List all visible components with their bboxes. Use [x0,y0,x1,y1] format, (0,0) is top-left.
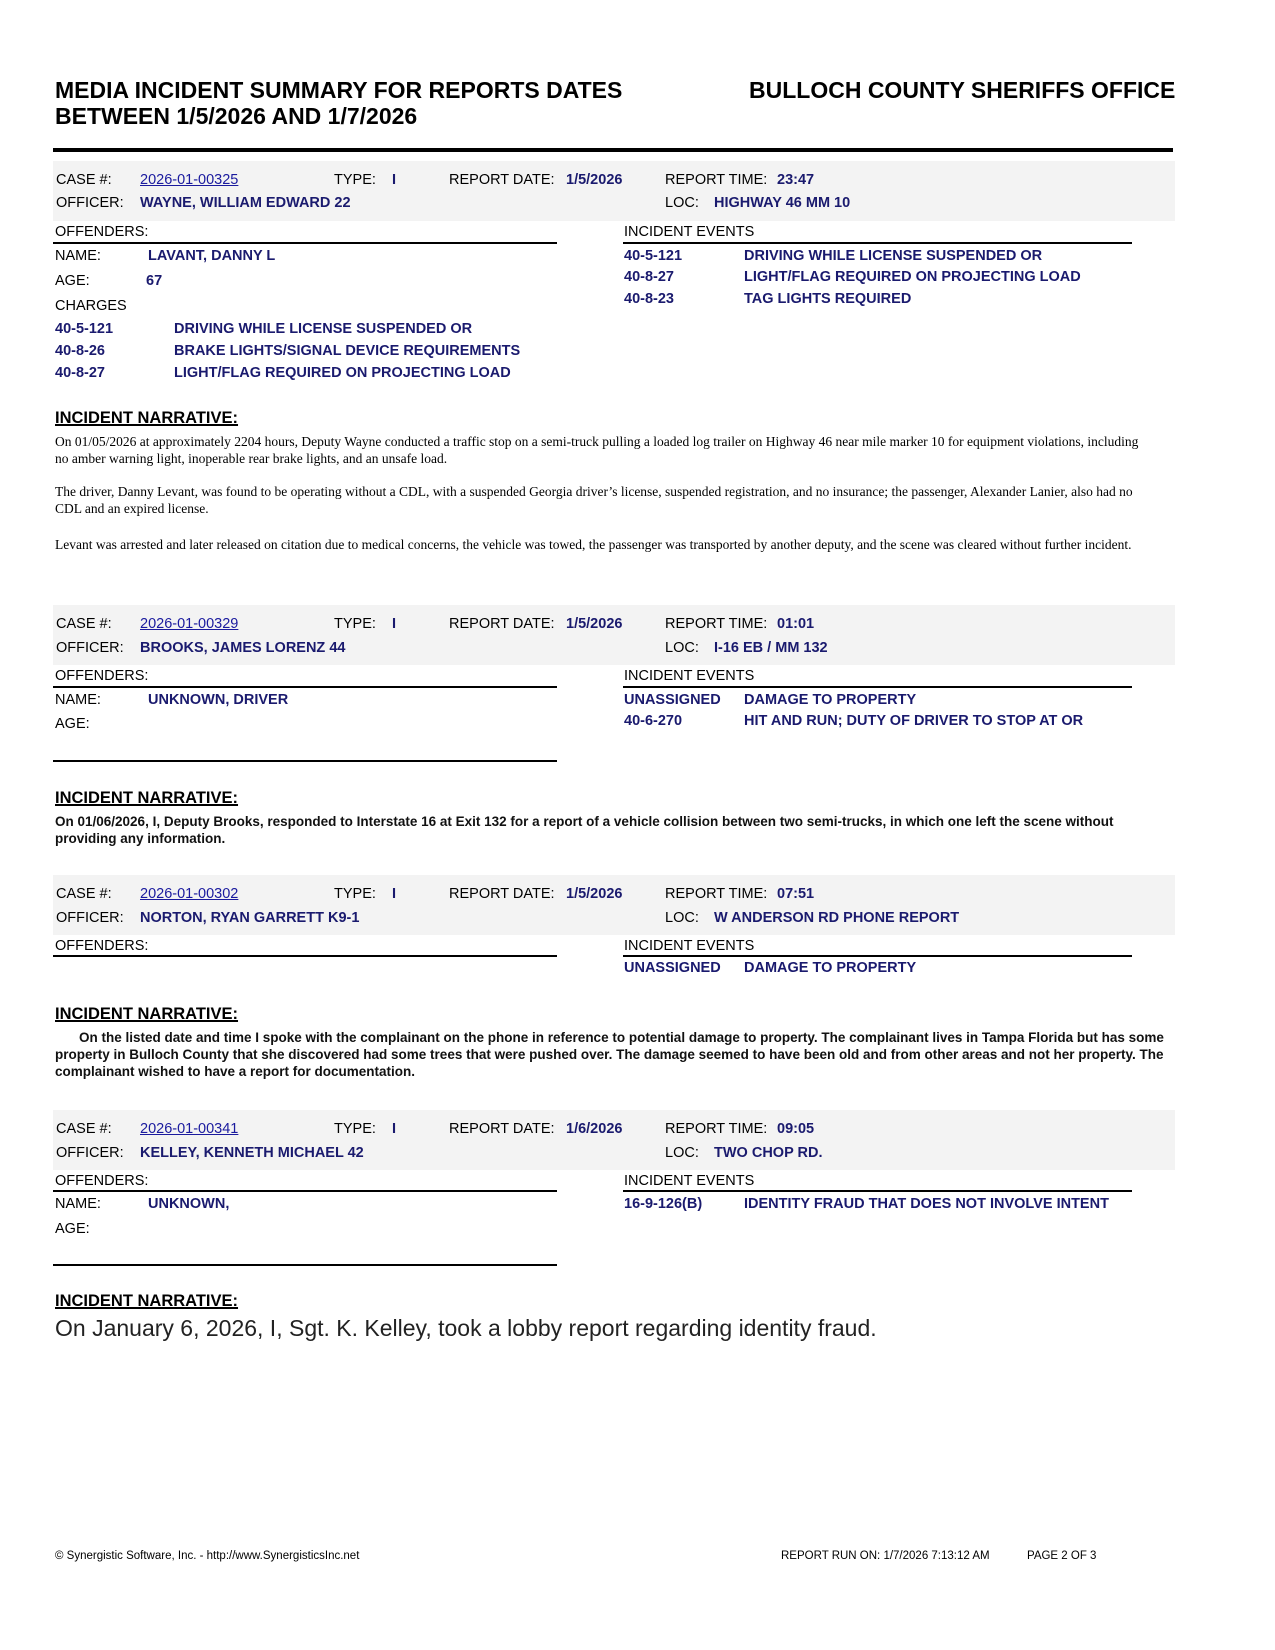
offender-name-label: NAME: [55,692,101,708]
agency-name: BULLOCH COUNTY SHERIFFS OFFICE [749,77,1176,103]
case-header-band [53,875,1175,935]
offenders-label: OFFENDERS: [55,224,149,240]
event-code: 40-6-270 [624,713,683,729]
event-desc: DAMAGE TO PROPERTY [744,692,917,708]
offender-name-value: UNKNOWN, [148,1196,230,1212]
type-value: I [392,886,397,902]
report-title-line2: BETWEEN 1/5/2026 AND 1/7/2026 [55,103,418,129]
type-label: TYPE: [334,886,376,902]
type-label: TYPE: [334,172,376,188]
incident-events-label: INCIDENT EVENTS [624,224,755,240]
case-label: CASE #: [56,172,112,188]
narrative-paragraph: On the listed date and time I spoke with the complainant on the phone in reference to potential damage to property. The complainant lives in Tampa Florida but has some property in Bulloch County that she discovered had some trees that were pushed over. The damage seemed to have been old and from other areas and not her property. The complainant wished to have a report for documentation. [55,1030,1164,1079]
officer-label: OFFICER: [56,640,124,656]
offender-name-value: LAVANT, DANNY L [148,248,276,264]
narrative-paragraph: The driver, Danny Levant, was found to be operating without a CDL, with a suspended Georgia driver’s license, suspended registration, and no insurance; the passenger, Alexander Lanier, also had no CDL and an expired license. [55,484,1133,516]
case-header-band [53,1110,1175,1170]
narrative-heading: INCIDENT NARRATIVE: [55,1292,239,1310]
case-header-band [53,605,1175,665]
officer-label: OFFICER: [56,910,124,926]
charge-desc: BRAKE LIGHTS/SIGNAL DEVICE REQUIREMENTS [174,343,521,359]
offenders-label: OFFENDERS: [55,938,149,954]
offenders-rule [53,1190,557,1192]
footer-page-number: PAGE 2 OF 3 [1027,1550,1097,1562]
offender-name-label: NAME: [55,1196,101,1212]
charge-code: 40-8-26 [55,343,105,359]
loc-value: I-16 EB / MM 132 [714,640,828,656]
narrative-paragraph: Levant was arrested and later released on citation due to medical concerns, the vehicle was towed, the passenger was transported by another deputy, and the scene was cleared without further incident. [55,537,1132,552]
charge-desc: DRIVING WHILE LICENSE SUSPENDED OR [174,321,473,337]
report-time-label: REPORT TIME: [665,1121,768,1137]
report-date-label: REPORT DATE: [449,172,555,188]
events-rule [623,1190,1132,1192]
narrative-paragraph: On 01/05/2026 at approximately 2204 hours, Deputy Wayne conducted a traffic stop on a semi-truck pulling a loaded log trailer on Highway 46 near mile marker 10 for equipment violations, including no amber warning light, inoperable rear brake lights, and an unsafe load. [55,434,1139,466]
officer-label: OFFICER: [56,195,124,211]
offender-age-label: AGE: [55,273,90,289]
case-label: CASE #: [56,886,112,902]
report-time-label: REPORT TIME: [665,172,768,188]
report-time-value: 09:05 [777,1121,815,1137]
offenders-label: OFFENDERS: [55,668,149,684]
header-rule [53,148,1173,152]
charge-code: 40-8-27 [55,365,105,381]
event-code: 40-5-121 [624,248,683,264]
offender-name-label: NAME: [55,248,101,264]
case-header-band [53,161,1175,221]
charge-desc: LIGHT/FLAG REQUIRED ON PROJECTING LOAD [174,365,511,381]
event-code: 40-8-27 [624,269,674,285]
case-number-link[interactable]: 2026-01-00341 [140,1121,239,1137]
type-value: I [392,616,397,632]
loc-label: LOC: [665,1145,699,1161]
report-time-value: 07:51 [777,886,815,902]
case-number-link[interactable]: 2026-01-00325 [140,172,239,188]
offender-end-rule [53,1264,557,1266]
loc-label: LOC: [665,640,699,656]
event-desc: DAMAGE TO PROPERTY [744,960,917,976]
type-value: I [392,172,397,188]
offenders-rule [53,686,557,688]
offender-age-label: AGE: [55,1221,90,1237]
officer-label: OFFICER: [56,1145,124,1161]
type-value: I [392,1121,397,1137]
officer-value: NORTON, RYAN GARRETT K9-1 [140,910,360,926]
event-code: 40-8-23 [624,291,674,307]
offenders-rule [53,242,557,244]
report-time-value: 01:01 [777,616,815,632]
report-date-label: REPORT DATE: [449,1121,555,1137]
event-desc: IDENTITY FRAUD THAT DOES NOT INVOLVE INTENT [744,1196,1109,1212]
loc-value: HIGHWAY 46 MM 10 [714,195,851,211]
type-label: TYPE: [334,1121,376,1137]
events-rule [623,686,1132,688]
type-label: TYPE: [334,616,376,632]
offender-name-value: UNKNOWN, DRIVER [148,692,289,708]
event-code: UNASSIGNED [624,960,721,976]
footer-copyright: © Synergistic Software, Inc. - http://www.SynergisticsInc.net [55,1550,360,1562]
event-desc: DRIVING WHILE LICENSE SUSPENDED OR [744,248,1043,264]
loc-value: W ANDERSON RD PHONE REPORT [714,910,960,926]
report-title-line1: MEDIA INCIDENT SUMMARY FOR REPORTS DATES [55,77,623,103]
report-date-label: REPORT DATE: [449,886,555,902]
charges-label: CHARGES [55,298,127,314]
narrative-heading: INCIDENT NARRATIVE: [55,1005,239,1023]
incident-events-label: INCIDENT EVENTS [624,1173,755,1189]
offender-age-value: 67 [146,273,163,289]
report-date-label: REPORT DATE: [449,616,555,632]
report-time-label: REPORT TIME: [665,886,768,902]
officer-value: WAYNE, WILLIAM EDWARD 22 [140,195,351,211]
event-code: 16-9-126(B) [624,1196,703,1212]
officer-value: BROOKS, JAMES LORENZ 44 [140,640,346,656]
loc-label: LOC: [665,195,699,211]
incident-events-label: INCIDENT EVENTS [624,668,755,684]
case-label: CASE #: [56,616,112,632]
events-rule [623,955,1132,957]
offender-age-label: AGE: [55,716,90,732]
loc-value: TWO CHOP RD. [714,1145,823,1161]
case-number-link[interactable]: 2026-01-00302 [140,886,239,902]
event-desc: LIGHT/FLAG REQUIRED ON PROJECTING LOAD [744,269,1081,285]
report-date-value: 1/5/2026 [566,172,623,188]
offenders-rule [53,955,557,957]
incident-events-label: INCIDENT EVENTS [624,938,755,954]
case-label: CASE #: [56,1121,112,1137]
event-code: UNASSIGNED [624,692,721,708]
events-rule [623,242,1132,244]
event-desc: HIT AND RUN; DUTY OF DRIVER TO STOP AT OR [744,713,1084,729]
narrative-heading: INCIDENT NARRATIVE: [55,789,239,807]
narrative-paragraph: On January 6, 2026, I, Sgt. K. Kelley, took a lobby report regarding identity fraud. [55,1315,877,1341]
narrative-paragraph: On 01/06/2026, I, Deputy Brooks, responded to Interstate 16 at Exit 132 for a report of a vehicle collision between two semi-trucks, in which one left the scene without providing any information. [55,814,1114,846]
loc-label: LOC: [665,910,699,926]
report-date-value: 1/5/2026 [566,886,623,902]
report-time-value: 23:47 [777,172,815,188]
footer-report-run: REPORT RUN ON: 1/7/2026 7:13:12 AM [781,1550,990,1562]
narrative-heading: INCIDENT NARRATIVE: [55,409,239,427]
charge-code: 40-5-121 [55,321,114,337]
offenders-label: OFFENDERS: [55,1173,149,1189]
offender-end-rule [53,760,557,762]
officer-value: KELLEY, KENNETH MICHAEL 42 [140,1145,364,1161]
report-date-value: 1/6/2026 [566,1121,623,1137]
report-date-value: 1/5/2026 [566,616,623,632]
event-desc: TAG LIGHTS REQUIRED [744,291,912,307]
report-time-label: REPORT TIME: [665,616,768,632]
case-number-link[interactable]: 2026-01-00329 [140,616,239,632]
